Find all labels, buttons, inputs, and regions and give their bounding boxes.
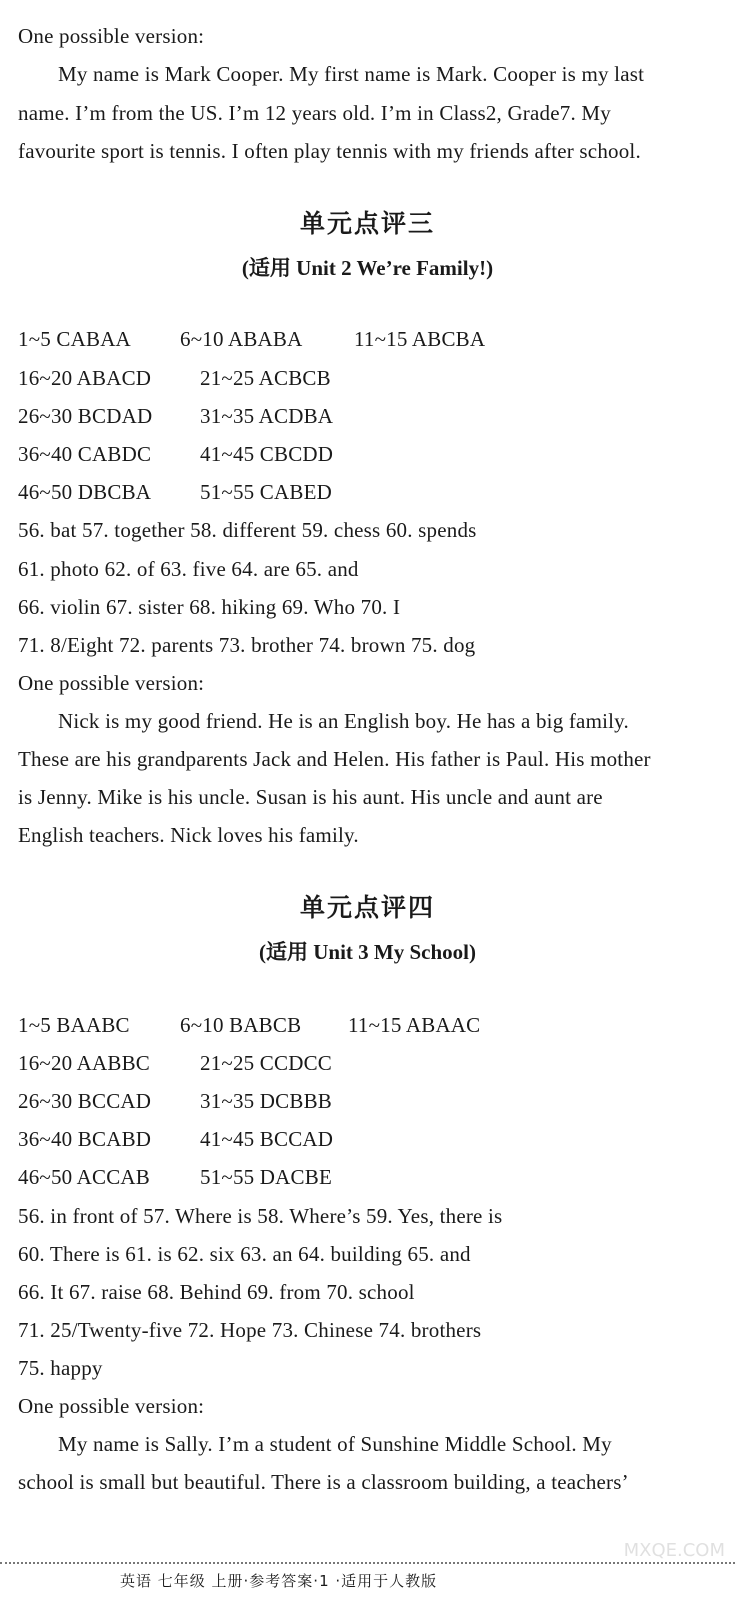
answer-cell: 46~50 DBCBA	[18, 480, 152, 504]
answer-cell: 11~15 ABCBA	[354, 327, 486, 351]
answer-cell: 51~55 CABED	[200, 480, 332, 504]
answer-cell: 41~45 BCCAD	[200, 1127, 334, 1151]
answer-cell: 51~55 DACBE	[200, 1165, 332, 1189]
section-title: 单元点评四	[299, 893, 435, 922]
version-label: One possible version:	[18, 1394, 205, 1418]
answer-cell: 1~5 BAABC	[18, 1013, 130, 1037]
answer-cell: 36~40 BCABD	[18, 1127, 152, 1151]
essay-line: Nick is my good friend. He is an English boy. He has a big family.	[58, 709, 629, 733]
essay-line: My name is Sally. I’m a student of Sunshine Middle School. My	[58, 1432, 612, 1456]
answer-cell: 31~35 DCBBB	[200, 1089, 333, 1113]
watermark-logo: MXQE.COM	[623, 1540, 725, 1561]
fill-in-line: 71. 8/Eight 72. parents 73. brother 74. brown 75. dog	[18, 633, 476, 657]
essay-line: These are his grandparents Jack and Helen. His father is Paul. His mother	[18, 747, 651, 771]
answer-cell: 46~50 ACCAB	[18, 1165, 151, 1189]
answer-cell: 6~10 ABABA	[180, 327, 303, 351]
fill-in-line: 56. bat 57. together 58. different 59. chess 60. spends	[18, 518, 477, 542]
version-label: One possible version:	[18, 671, 205, 695]
fill-in-line: 56. in front of 57. Where is 58. Where’s 59. Yes, there is	[18, 1204, 503, 1228]
answer-cell: 6~10 BABCB	[180, 1013, 302, 1037]
fill-in-line: 61. photo 62. of 63. five 64. are 65. and	[18, 557, 359, 581]
answer-cell: 16~20 AABBC	[18, 1051, 151, 1075]
answer-cell: 26~30 BCCAD	[18, 1089, 152, 1113]
version-label: One possible version:	[18, 24, 205, 48]
answer-cell: 31~35 ACDBA	[200, 404, 334, 428]
essay-line: is Jenny. Mike is his uncle. Susan is his aunt. His uncle and aunt are	[18, 785, 603, 809]
answer-cell: 36~40 CABDC	[18, 442, 152, 466]
fill-in-line: 66. It 67. raise 68. Behind 69. from 70. school	[18, 1280, 415, 1304]
answer-cell: 21~25 CCDCC	[200, 1051, 333, 1075]
essay-line: favourite sport is tennis. I often play tennis with my friends after school.	[18, 139, 641, 163]
fill-in-line: 66. violin 67. sister 68. hiking 69. Who 70. I	[18, 595, 401, 619]
fill-in-line: 71. 25/Twenty-five 72. Hope 73. Chinese 74. brothers	[18, 1318, 482, 1342]
essay-line: school is small but beautiful. There is a classroom building, a teachers’	[18, 1470, 629, 1494]
answer-cell: 26~30 BCDAD	[18, 404, 153, 428]
section-subtitle: (适用 Unit 2 We’re Family!)	[241, 256, 494, 280]
essay-line: name. I’m from the US. I’m 12 years old. I’m in Class2, Grade7. My	[18, 101, 611, 125]
essay-line: English teachers. Nick loves his family.	[18, 823, 359, 847]
answer-cell: 11~15 ABAAC	[348, 1013, 481, 1037]
answer-cell: 1~5 CABAA	[18, 327, 131, 351]
answer-cell: 21~25 ACBCB	[200, 366, 331, 390]
footer-text: 英语 七年级 上册·参考答案·1 ·适用于人教版	[120, 1572, 438, 1590]
answer-cell: 16~20 ABACD	[18, 366, 152, 390]
answer-cell: 41~45 CBCDD	[200, 442, 334, 466]
section-subtitle: (适用 Unit 3 My School)	[259, 940, 476, 964]
fill-in-line: 60. There is 61. is 62. six 63. an 64. building 65. and	[18, 1242, 471, 1266]
essay-line: My name is Mark Cooper. My first name is Mark. Cooper is my last	[58, 62, 645, 86]
fill-in-line: 75. happy	[18, 1356, 103, 1380]
section-title: 单元点评三	[299, 209, 435, 238]
